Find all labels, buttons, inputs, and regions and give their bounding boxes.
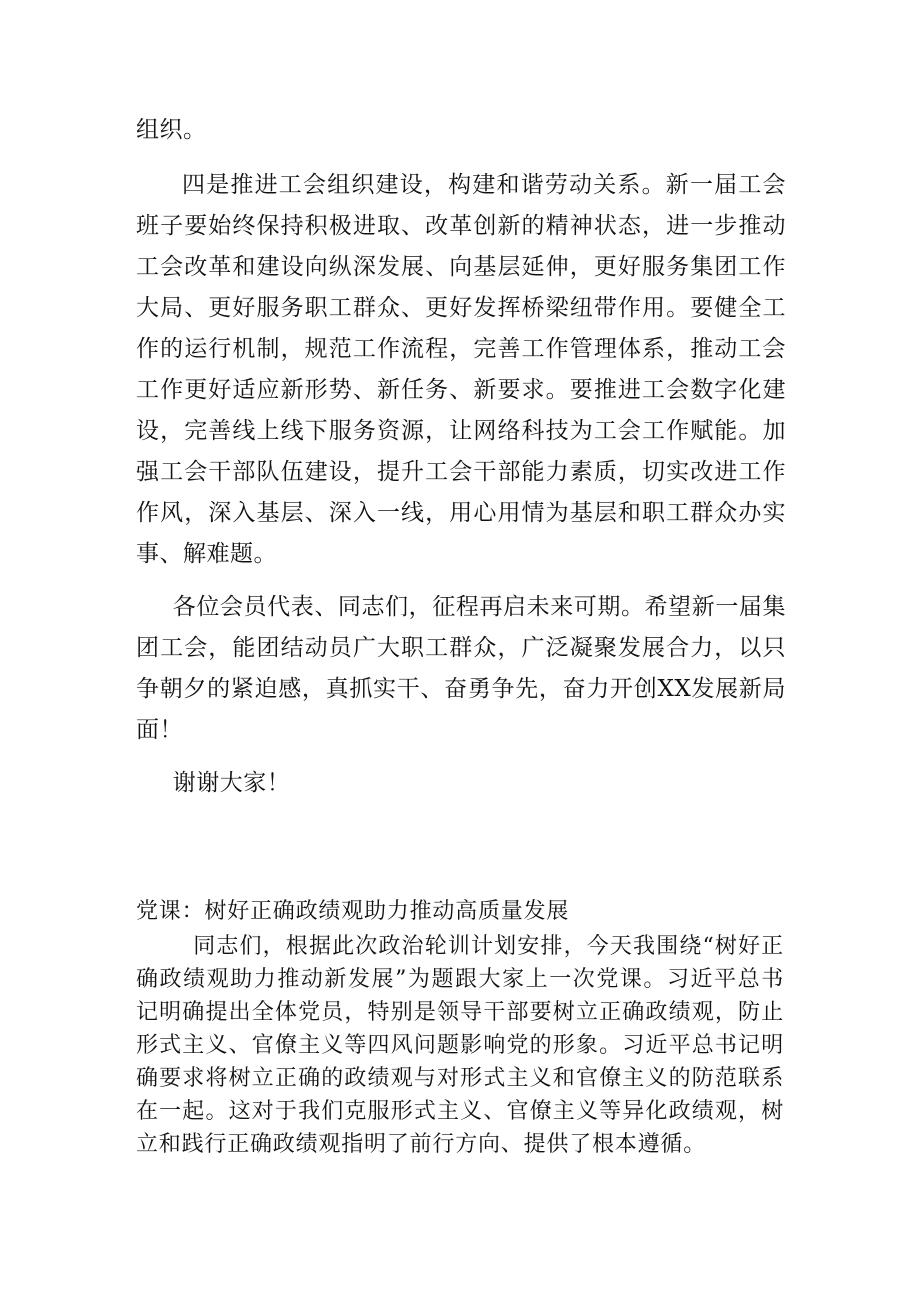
- party-lesson-title: 党课：树好正确政绩观助力推动高质量发展: [136, 899, 570, 924]
- speech-paragraph-closing-wish: 各位会员代表、同志们，征程再启未来可期。希望新一届集团工会，能团结动员广大职工群众，广泛凝聚发展合力，以只争朝夕的紧迫感，真抓实干、奋勇争先，奋力开创XX发展新局面！: [136, 594, 786, 743]
- party-lesson-section: [136, 895, 784, 1161]
- speech-paragraph-thanks: 谢谢大家！: [172, 770, 291, 796]
- speech-section: [136, 110, 786, 804]
- speech-paragraph-union-building: 四是推进工会组织建设，构建和谐劳动关系。新一届工会班子要始终保持积极进取、改革创新的精神状态，进一步推动工会改革和建设向纵深发展、向基层延伸，更好服务集团工作大局、更好服务职工群众、更好发挥桥梁纽带作用。要健全工作的运行机制，规范工作流程，完善工作管理体系，推动工会工作更好适应新形势、新任务、新要求。要推进工会数字化建设，完善线上线下服务资源，让网络科技为工会工作赋能。加强工会干部队伍建设，提升工会干部能力素质，切实改进工作作风，深入基层、深入一线，用心用情为基层和职工群众办实事、解难题。: [136, 172, 786, 567]
- party-lesson-paragraph: 同志们，根据此次政治轮训计划安排，今天我围绕“树好正确政绩观助力推动新发展”为题跟大家上一次党课。习近平总书记明确提出全体党员，特别是领导干部要树立正确政绩观，防止形式主义、官僚主义等四风问题影响党的形象。习近平总书记明确要求将树立正确的政绩观与对形式主义和官僚主义的防范联系在一起。这对于我们克服形式主义、官僚主义等异化政绩观，树立和践行正确政绩观指明了前行方向、提供了根本遵循。: [136, 934, 784, 1157]
- speech-paragraph-organization: 组织。: [136, 117, 207, 143]
